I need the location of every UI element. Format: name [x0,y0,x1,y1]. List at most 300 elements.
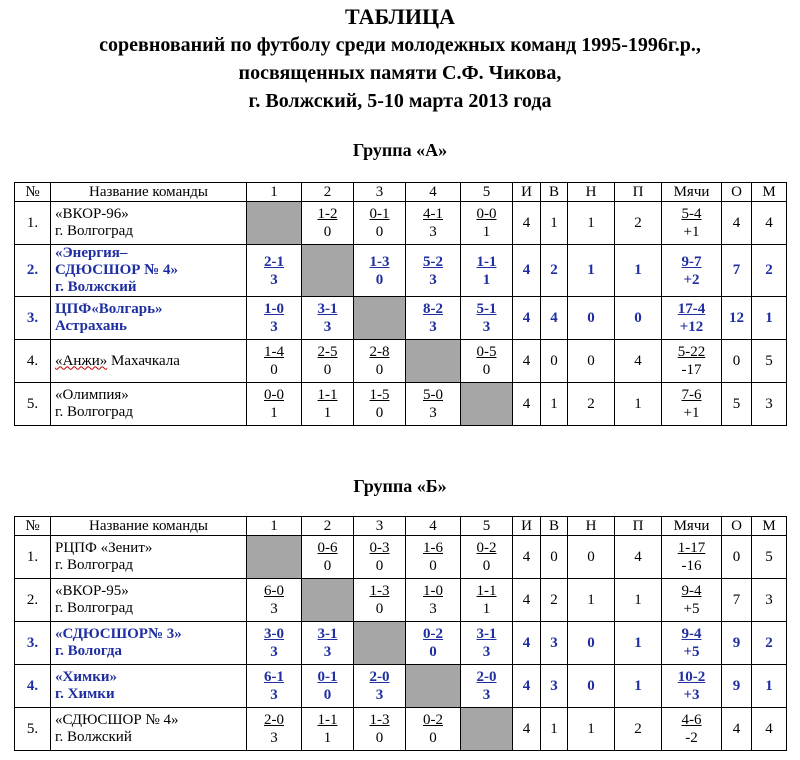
table-row [15,340,787,383]
goals-value [678,539,706,575]
match-score-points: 1 [482,271,491,288]
match-score [318,343,338,379]
match-result-cell [302,665,354,708]
place: 5 [752,340,787,383]
match-score [264,711,284,747]
match-score-goals: 3-1 [317,626,338,642]
goals-for-against: 5-4 [681,206,702,222]
stat-i: 4 [513,708,541,751]
row-number: 4. [15,665,51,708]
match-score-goals: 2-0 [369,669,390,685]
match-score-goals: 2-8 [369,344,390,360]
team-name-part: ЦПФ [55,301,92,317]
match-score [318,711,338,747]
diagonal-cell [406,340,461,383]
column-header: О [722,183,752,202]
goals-cell [662,622,722,665]
diagonal-cell [302,579,354,622]
column-header: О [722,517,752,536]
goals-value [682,625,702,661]
match-result-cell [247,622,302,665]
match-result-cell [354,536,406,579]
match-result-cell [406,579,461,622]
table-row [15,536,787,579]
column-header: Название команды [51,517,247,536]
column-header: 5 [461,517,513,536]
match-score-goals: 1-1 [317,712,338,728]
match-score [370,711,390,747]
table-row [15,665,787,708]
match-result-cell [302,297,354,340]
group-a-body [15,183,787,426]
table-row [15,622,787,665]
match-score-goals: 1-3 [369,712,390,728]
goals-value [682,711,702,747]
match-score-points: 3 [429,405,437,421]
goals-for-against: 1-17 [677,540,706,556]
match-score [318,300,338,336]
match-score [477,300,497,336]
goals-cell [662,340,722,383]
group-b-title: Группа «Б» [353,476,447,496]
row-number: 3. [15,297,51,340]
match-score-goals: 0-2 [423,712,443,728]
match-score [477,205,497,241]
stat-w: 4 [541,297,568,340]
match-score-goals: 0-1 [369,206,390,222]
goals-for-against: 9-4 [681,583,702,599]
match-score-points: 3 [270,687,278,703]
team-name-cell [51,579,247,622]
match-score-goals: 6-0 [264,583,284,599]
match-score-points: 0 [375,271,384,288]
column-header: И [513,183,541,202]
team-city-line: СДЮСШОР № 4» [55,262,179,278]
match-score [264,582,284,618]
stat-w: 3 [541,622,568,665]
match-result-cell [406,383,461,426]
match-score-goals: 0-2 [423,626,443,642]
stat-d: 2 [568,383,615,426]
stat-l: 4 [615,340,662,383]
match-score-goals: 3-1 [317,301,338,317]
match-result-cell [461,340,513,383]
column-header: Мячи [662,517,722,536]
stat-w: 2 [541,579,568,622]
row-number: 5. [15,383,51,426]
match-score-points: 3 [429,224,437,240]
diagonal-cell [461,383,513,426]
group-a-title: Группа «А» [352,140,448,160]
place: 2 [752,245,787,297]
team-city-line: г. Волгоград [55,404,133,420]
match-score-goals: 0-1 [317,669,338,685]
table-row [15,579,787,622]
match-score-points: 0 [323,362,332,378]
team-name-line [55,626,246,643]
team-name-cell [51,202,247,245]
column-header: 1 [247,517,302,536]
match-score-goals: 1-3 [369,253,390,270]
place: 3 [752,383,787,426]
match-score-points: 1 [323,730,332,746]
match-score-points: 0 [429,644,437,660]
match-score-points: 0 [323,687,332,703]
match-score-goals: 1-3 [369,583,390,599]
match-score-goals: 1-2 [317,206,338,222]
match-result-cell [354,579,406,622]
stat-i: 4 [513,245,541,297]
match-score-points: 3 [270,601,278,617]
match-result-cell [302,202,354,245]
match-score-goals: 4-1 [423,206,443,222]
goals-value [678,668,706,704]
match-score-points: 0 [323,558,332,574]
goal-difference: +5 [683,601,700,617]
table-row [15,245,787,297]
match-score-points: 0 [429,730,437,746]
match-score [318,386,338,422]
goal-difference: -17 [681,362,702,378]
match-result-cell [461,665,513,708]
goals-cell [662,665,722,708]
stat-i: 4 [513,383,541,426]
match-score-points: 3 [429,271,437,288]
stat-w: 1 [541,708,568,751]
stat-l: 1 [615,383,662,426]
match-score-goals: 1-1 [317,387,338,403]
match-score-points: 0 [375,730,384,746]
match-score-points: 3 [482,644,491,660]
stat-i: 4 [513,202,541,245]
match-score-goals: 2-5 [317,344,338,360]
goal-difference: +3 [683,687,700,703]
doc-title: ТАБЛИЦА [345,4,455,29]
match-score-goals: 0-5 [476,344,497,360]
goals-for-against: 4-6 [681,712,702,728]
match-result-cell [354,245,406,297]
row-number: 1. [15,202,51,245]
match-score [318,668,338,704]
stat-d: 0 [568,340,615,383]
stat-d: 0 [568,622,615,665]
place: 3 [752,579,787,622]
goal-difference: +5 [683,644,700,660]
match-score-goals: 6-1 [264,669,284,685]
group-b-body [15,517,787,751]
column-header: 4 [406,517,461,536]
match-result-cell [302,340,354,383]
match-score [318,625,338,661]
stat-w: 0 [541,340,568,383]
match-score [264,625,284,661]
row-number: 5. [15,708,51,751]
place: 5 [752,536,787,579]
row-number: 2. [15,579,51,622]
team-city-line: г. Волгоград [55,600,133,616]
match-score-goals: 1-1 [476,253,497,270]
match-result-cell [354,202,406,245]
match-score-points: 3 [270,271,278,288]
match-score-goals: 2-0 [264,712,284,728]
match-result-cell [461,622,513,665]
goals-cell [662,383,722,426]
match-score [477,539,497,575]
stat-l: 1 [615,622,662,665]
stat-w: 1 [541,202,568,245]
goals-cell [662,579,722,622]
match-score [370,253,390,289]
match-score-points: 0 [323,224,332,240]
team-name-cell [51,622,247,665]
match-score [264,343,284,379]
team-city-line: г. Волгоград [55,557,133,573]
column-header: № [15,517,51,536]
goal-difference: +1 [683,405,700,421]
goals-cell [662,536,722,579]
stat-l: 4 [615,536,662,579]
row-number: 2. [15,245,51,297]
team-name-part: Махачкала [107,352,180,369]
match-score-points: 3 [270,644,278,660]
match-score [264,300,284,336]
table-row [15,297,787,340]
match-result-cell [247,340,302,383]
match-result-cell [461,297,513,340]
column-header: 4 [406,183,461,202]
column-header: Н [568,517,615,536]
match-score [423,300,443,336]
team-name-line: «Олимпия» [55,387,129,403]
match-score-points: 3 [323,319,332,335]
match-score-points: 0 [375,224,384,240]
points: 7 [722,245,752,297]
match-score [370,386,390,422]
goals-value [678,343,706,379]
stat-d: 1 [568,202,615,245]
team-city-line: Астрахань [55,318,127,334]
column-header: 3 [354,183,406,202]
team-name-cell [51,297,247,340]
column-header: 5 [461,183,513,202]
doc-subtitle-line-2: посвященных памяти С.Ф. Чикова, [238,62,562,84]
match-score [423,539,443,575]
place: 1 [752,297,787,340]
goals-value [678,300,706,336]
match-score-points: 0 [375,601,384,617]
match-score-goals: 0-0 [264,387,284,403]
place: 4 [752,708,787,751]
match-score [370,205,390,241]
goals-for-against: 7-6 [681,387,702,403]
points: 4 [722,202,752,245]
match-score-goals: 5-0 [423,387,443,403]
column-header: Н [568,183,615,202]
goal-difference: +1 [683,224,700,240]
match-score [264,386,284,422]
team-name-cell [51,708,247,751]
column-header: 1 [247,183,302,202]
doc-subtitle-line-1: соревнований по футболу среди молодежных команд 1995-1996г.р., [99,34,701,56]
team-city-line: г. Волжский [55,729,132,745]
column-header: № [15,183,51,202]
match-score [477,625,497,661]
group-b-table [14,516,787,751]
match-score [423,253,443,289]
match-score-goals: 2-0 [476,669,497,685]
goals-cell [662,297,722,340]
stat-i: 4 [513,622,541,665]
stat-l: 1 [615,245,662,297]
team-name-cell [51,340,247,383]
diagonal-cell [406,665,461,708]
stat-i: 4 [513,297,541,340]
match-score-goals: 1-6 [423,540,443,556]
header-row [15,517,787,536]
match-score-points: 0 [482,362,491,378]
match-score-points: 3 [270,730,278,746]
match-score-points: 0 [375,558,384,574]
match-score [423,205,443,241]
match-score-goals: 0-2 [476,540,497,556]
team-name-part: – [119,245,128,261]
goal-difference: +12 [679,319,704,335]
match-score-points: 3 [323,644,332,660]
match-score [477,668,497,704]
match-score-goals: 8-2 [423,301,443,317]
team-name-line [55,301,246,318]
table-row [15,708,787,751]
match-score [370,343,390,379]
goals-cell [662,202,722,245]
place: 2 [752,622,787,665]
match-score-goals: 0-3 [369,540,390,556]
goals-for-against: 5-22 [677,344,706,360]
match-result-cell [406,622,461,665]
column-header: Название команды [51,183,247,202]
goals-value [682,253,702,289]
match-score [264,668,284,704]
column-header: И [513,517,541,536]
match-result-cell [302,536,354,579]
match-result-cell [302,622,354,665]
match-score-goals: 5-2 [423,253,443,270]
match-score-points: 0 [375,362,384,378]
team-name-line: «СДЮСШОР № 4» [55,712,179,728]
match-score-points: 1 [323,405,332,421]
match-result-cell [406,297,461,340]
match-result-cell [461,245,513,297]
match-score [477,582,497,618]
match-result-cell [247,245,302,297]
stat-l: 2 [615,708,662,751]
match-score-goals: 1-1 [476,583,497,599]
match-score-points: 1 [482,224,491,240]
stat-w: 2 [541,245,568,297]
place: 4 [752,202,787,245]
column-header: В [541,183,568,202]
column-header: М [752,183,787,202]
stat-w: 0 [541,536,568,579]
team-name-part: «Энергия [55,245,120,261]
match-result-cell [247,383,302,426]
team-city-line: г. Волгоград [55,223,133,239]
match-score-points: 3 [482,687,491,703]
diagonal-cell [461,708,513,751]
team-name-cell [51,245,247,297]
match-result-cell [354,340,406,383]
team-city-line: г. Волжский [55,279,137,295]
stat-l: 1 [615,579,662,622]
goal-difference: +2 [683,271,700,288]
stat-d: 0 [568,297,615,340]
match-score [423,625,443,661]
match-score [370,582,390,618]
match-result-cell [247,708,302,751]
team-name-line: «ВКОР-95» [55,583,129,599]
stat-d: 1 [568,579,615,622]
row-number: 3. [15,622,51,665]
match-score [318,205,338,241]
match-score-points: 3 [270,319,278,335]
match-score [477,343,497,379]
match-score-points: 0 [375,405,384,421]
points: 4 [722,708,752,751]
match-score-goals: 2-1 [264,253,284,270]
diagonal-cell [247,202,302,245]
column-header: 2 [302,517,354,536]
stat-d: 0 [568,665,615,708]
place: 1 [752,665,787,708]
goals-for-against: 17-4 [677,301,706,317]
stat-d: 1 [568,708,615,751]
points: 0 [722,340,752,383]
stat-w: 3 [541,665,568,708]
table-row [15,202,787,245]
match-result-cell [461,579,513,622]
team-name-cell [51,665,247,708]
goals-for-against: 9-4 [681,626,702,642]
stat-l: 0 [615,297,662,340]
points: 12 [722,297,752,340]
stat-i: 4 [513,665,541,708]
diagonal-cell [354,622,406,665]
team-name-line [55,245,246,262]
team-name-line: РЦПФ «Зенит» [55,540,153,556]
match-result-cell [461,536,513,579]
team-name-line: «ВКОР-96» [55,206,129,222]
team-name-line: «Химки» [55,669,117,685]
match-score-goals: 1-5 [369,387,390,403]
team-name-cell [51,383,247,426]
team-name-part: «СДЮСШОР [55,626,148,642]
column-header: М [752,517,787,536]
doc-subtitle-line-3: г. Волжский, 5-10 марта 2013 года [248,90,552,112]
table-row [15,383,787,426]
match-score-points: 3 [429,601,437,617]
diagonal-cell [247,536,302,579]
match-result-cell [354,708,406,751]
stat-d: 1 [568,245,615,297]
match-result-cell [247,579,302,622]
goal-difference: -16 [681,558,702,574]
column-header: П [615,517,662,536]
goals-cell [662,245,722,297]
goals-value [682,205,702,241]
column-header: Мячи [662,183,722,202]
match-result-cell [406,245,461,297]
match-result-cell [302,708,354,751]
